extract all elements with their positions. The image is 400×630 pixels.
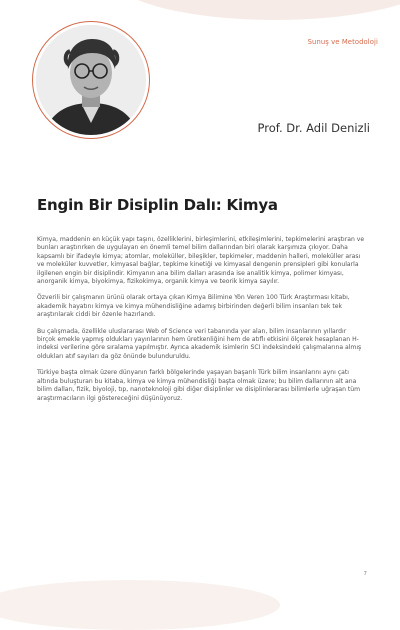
author-name: Prof. Dr. Adil Denizli bbox=[257, 121, 370, 135]
section-label: Sunuş ve Metodoloji bbox=[307, 38, 378, 46]
paragraph: Kimya, maddenin en küçük yapı taşını, özelliklerini, birleşimlerini, etkileşimlerini, tepkimelerini araştıran ve bunları araştırırken de uygulayan en önemli temel bilim dallarından biri olarak karşımıza çıkıyor. Daha kapsamlı bir ifadeyle kimya; atomlar, moleküller, bileşikler, tepkimeler, maddenin halleri, moleküller arası ve moleküler kuvvetler, kimyasal bağlar, tepkime kinetiği ve kimyasal dengenin prensipleri gibi konularla ilgilenen engin bir disiplindir. Kimyanın ana bilim dalları arasında ise analitik kimya, polimer kimyası, anorganik kimya, biyokimya, fizikokimya, organik kimya ve teorik kimya sayılır. bbox=[37, 236, 365, 286]
article-title: Engin Bir Disiplin Dalı: Kimya bbox=[37, 196, 278, 214]
paragraph: Bu çalışmada, özellikle uluslararası Web of Science veri tabanında yer alan, bilim insanlarının yıllardır birçok emekle yapmış oldukları yayınlarının hem üretkenliğini hem de atıflı etkisini ölçerek hesaplanan H-indeksi verilerine göre sıralama yapılmıştır. Ayrıca akademik isimlerin SCI indeksindeki çalışmalarına almış oldukları atıf sayıları da göz önünde bulunduruldu. bbox=[37, 327, 362, 360]
author-portrait bbox=[36, 25, 146, 135]
decorative-top-shape bbox=[110, 0, 400, 20]
paragraph: Özverili bir çalışmanın ürünü olarak ortaya çıkan Kimya Bilimine Yön Veren 100 Türk Araştırması kitabı, akademik hayatını kimya ve kimya mühendisliğine adamış birbirinden değerli bilim insanları tek tek araştırılarak ciddi bir özenle hazırlandı. bbox=[37, 294, 350, 319]
author-portrait-image bbox=[36, 25, 146, 135]
page-number: 7 bbox=[363, 571, 367, 577]
paragraph: Türkiye başta olmak üzere dünyanın farklı bölgelerinde yaşayan başarılı Türk bilim insanlarını aynı çatı altında buluşturan bu kitaba, kimya ve kimya mühendisliği başta olmak üzere; bu bilim dallarının alt ana bilim dalları, fizik, biyoloji, tıp, nanoteknoloji gibi diğer disiplinler ve disiplinlerarası bilimlerle uğraşan tüm araştırmacıların ilgi göstereceğini düşünüyoruz. bbox=[37, 369, 361, 402]
article-body bbox=[37, 236, 365, 411]
decorative-bottom-shape bbox=[0, 580, 280, 630]
